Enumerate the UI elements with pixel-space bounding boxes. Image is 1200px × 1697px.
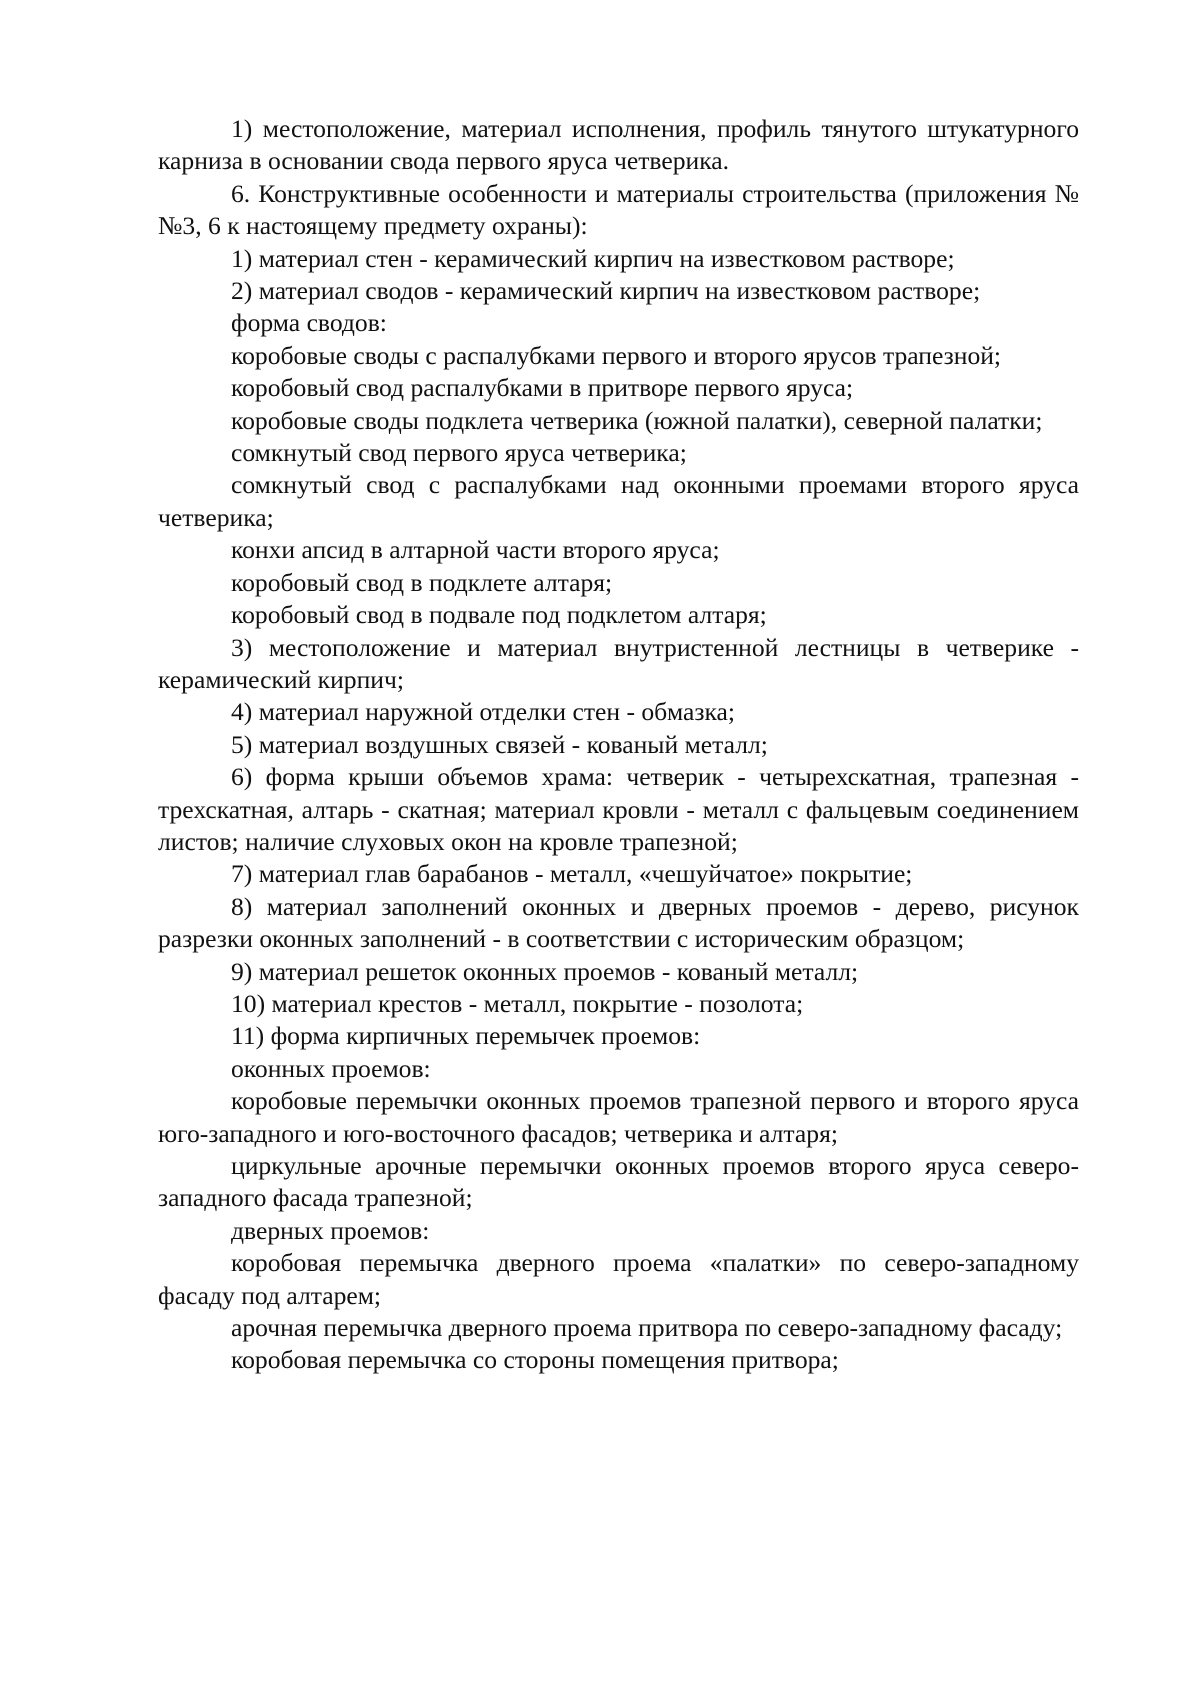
paragraph: сомкнутый свод с распалубками над оконными проемами второго яруса четверика; (158, 470, 1079, 532)
paragraph: коробовый свод в подклете алтаря; (231, 567, 613, 597)
paragraph: коробовые своды подклета четверика (южной палатки), северной палатки; (231, 405, 1043, 435)
paragraph: 3) местоположение и материал внутристенной лестницы в четверике - керамический кирпич; (158, 632, 1079, 694)
paragraph: дверных проемов: (231, 1215, 430, 1245)
paragraph: циркульные арочные перемычки оконных проемов второго яруса северо-западного фасада трапезной; (158, 1151, 1079, 1213)
paragraph: сомкнутый свод первого яруса четверика; (231, 438, 687, 468)
paragraph: 2) материал сводов - керамический кирпич на известковом растворе; (231, 276, 981, 306)
paragraph: 6) форма крыши объемов храма: четверик - четырехскатная, трапезная - трехскатная, алтарь - скатная; материал кровли - металл с фальцевым соединением листов; наличие слуховых окон на кровле трапезной; (158, 762, 1079, 856)
paragraph: коробовый свод распалубками в притворе первого яруса; (231, 373, 854, 403)
paragraph: оконных проемов: (231, 1053, 431, 1083)
paragraph: 6. Конструктивные особенности и материалы строительства (приложения №№3, 6 к настоящему предмету охраны): (158, 178, 1079, 241)
paragraph: 8) материал заполнений оконных и дверных проемов - дерево, рисунок разрезки оконных заполнений - в соответствии с историческим образцом; (158, 891, 1079, 954)
paragraph: коробовая перемычка дверного проема «палатки» по северо-западному фасаду под алтарем; (158, 1248, 1079, 1310)
paragraph: 4) материал наружной отделки стен - обмазка; (231, 697, 735, 727)
paragraph: арочная перемычка дверного проема притвора по северо-западному фасаду; (231, 1313, 1063, 1343)
document-body (158, 113, 1079, 1377)
paragraph: конхи апсид в алтарной части второго яруса; (231, 535, 720, 565)
paragraph: коробовые перемычки оконных проемов трапезной первого и второго яруса юго-западного и юго-восточного фасадов; четверика и алтаря; (158, 1086, 1079, 1148)
paragraph: коробовые своды с распалубками первого и второго ярусов трапезной; (231, 340, 1002, 370)
paragraph: коробовый свод в подвале под подклетом алтаря; (231, 600, 767, 630)
paragraph: 10) материал крестов - металл, покрытие - позолота; (231, 988, 804, 1018)
paragraph: 9) материал решеток оконных проемов - кованый металл; (231, 956, 859, 986)
paragraph: 11) форма кирпичных перемычек проемов: (231, 1021, 701, 1051)
paragraph: 1) материал стен - керамический кирпич на известковом растворе; (231, 243, 955, 273)
paragraph: коробовая перемычка со стороны помещения притвора; (231, 1345, 839, 1375)
paragraph: форма сводов: (231, 308, 387, 338)
paragraph: 7) материал глав барабанов - металл, «чешуйчатое» покрытие; (231, 859, 913, 889)
paragraph: 5) материал воздушных связей - кованый металл; (231, 729, 768, 759)
paragraph: 1) местоположение, материал исполнения, профиль тянутого штукатурного карниза в основании свода первого яруса четверика. (158, 114, 1079, 176)
